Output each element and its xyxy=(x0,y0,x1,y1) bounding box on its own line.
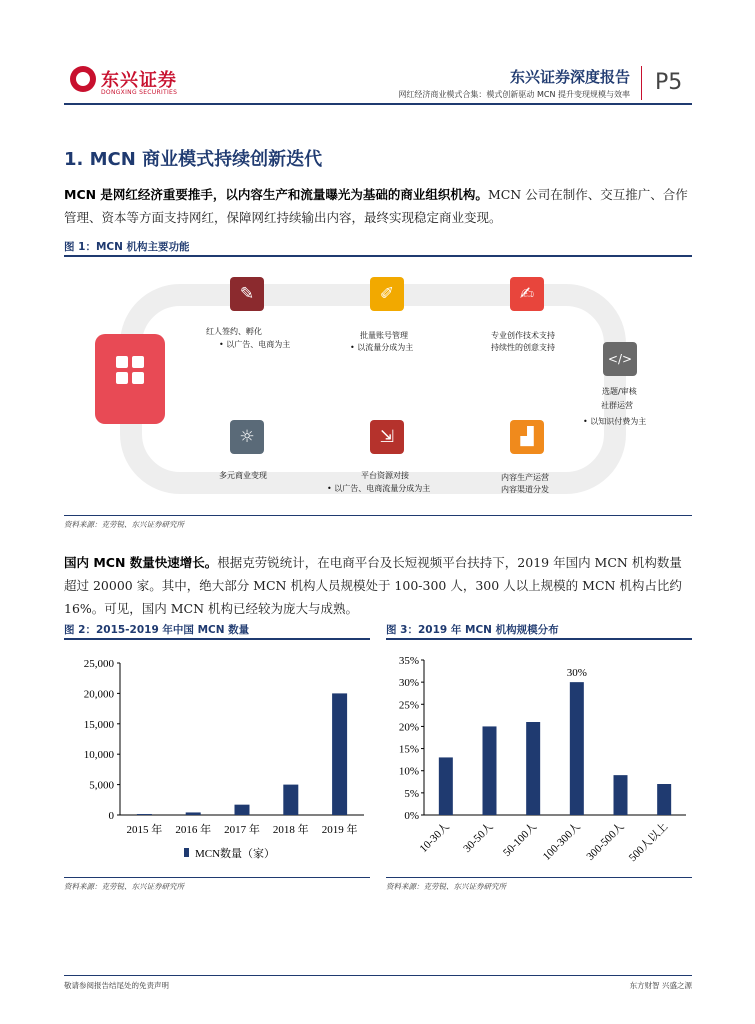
chart-icon: ▟ xyxy=(510,420,544,454)
fig3-bottom-rule xyxy=(386,877,692,878)
node-signing-sub: • 以广告、电商为主 xyxy=(219,339,290,350)
bar-30-50人 xyxy=(483,726,497,815)
x-tick-label: 2016 年 xyxy=(175,824,212,836)
x-tick-label: 30-50人 xyxy=(461,820,496,856)
x-tick-label: 2015 年 xyxy=(126,824,163,836)
footer-slogan: 东方财智 兴盛之源 xyxy=(629,981,692,990)
y-tick-label: 35% xyxy=(398,655,419,667)
x-tick-label: 2017 年 xyxy=(224,824,260,836)
x-tick-label: 500人以上 xyxy=(626,820,671,865)
mcn-count-chart xyxy=(64,645,370,875)
report-subtitle: 网红经济商业模式合集：模式创新驱动 MCN 提升变现规模与效率 xyxy=(398,90,630,99)
growth-text: 根据克劳锐统计，在电商平台及长短视频平台扶持下，2019 年国内 MCN 机构数量超过 20000 家。其中，绝大部分 MCN 机构人员规模处于 100-300 人，300 人以上规模的 MCN 机构占比约 16%。可见，国内 MCN 机构已经较为庞大与成熟。 xyxy=(64,555,682,616)
footer-rule xyxy=(64,975,692,976)
bar-300-500人 xyxy=(614,775,628,815)
fig1-top-rule xyxy=(64,255,692,257)
x-tick-label: 300-500人 xyxy=(584,820,627,863)
node-platform-label: 平台资源对接 xyxy=(361,471,409,480)
brush-icon: ✐ xyxy=(370,277,404,311)
x-tick-label: 10-30人 xyxy=(417,820,452,856)
intro-paragraph xyxy=(64,183,692,229)
node-platform-sub: • 以广告、电商流量分成为主 xyxy=(327,483,430,494)
fig1-source: 资料来源：克劳锐、东兴证券研究所 xyxy=(64,520,184,529)
y-tick-label: 20,000 xyxy=(83,688,114,701)
y-tick-label: 5,000 xyxy=(89,779,114,792)
growth-lead: 国内 MCN 数量快速增长。 xyxy=(64,555,218,570)
fig2-source: 资料来源：克劳锐、东兴证券研究所 xyxy=(64,882,184,891)
data-label: 30% xyxy=(566,667,587,680)
y-tick-label: 25% xyxy=(398,699,419,712)
legend-swatch xyxy=(184,848,189,857)
node-topic-label: 选题/审核 xyxy=(602,387,637,396)
fig2-top-rule xyxy=(64,638,370,640)
import-icon: ⇲ xyxy=(370,420,404,454)
legend-label: MCN数量（家） xyxy=(195,848,276,860)
node-account-label: 批量账号管理 xyxy=(360,331,408,340)
fig1-bottom-rule xyxy=(64,515,692,516)
logo-name: 东兴证券 xyxy=(101,70,177,91)
y-tick-label: 0% xyxy=(404,810,419,822)
fig1-title: 图 1：MCN 机构主要功能 xyxy=(64,241,190,253)
fig3-source: 资料来源：克劳锐、东兴证券研究所 xyxy=(386,882,506,891)
fig3-title: 图 3：2019 年 MCN 机构规模分布 xyxy=(386,624,559,636)
bar-10-30人 xyxy=(439,757,453,815)
x-tick-label: 2018 年 xyxy=(272,824,309,836)
node-creative-label: 专业创作技术支持 xyxy=(491,331,555,340)
mcn-scale-chart xyxy=(386,645,692,875)
header-rule xyxy=(64,103,692,105)
y-tick-label: 30% xyxy=(398,677,419,690)
company-logo-icon xyxy=(70,66,96,92)
bar-500人以上 xyxy=(657,784,671,815)
node-signing-label: 红人签约、孵化 xyxy=(206,327,262,336)
node-community-label: 社群运营 xyxy=(601,401,633,410)
code-icon: </> xyxy=(603,342,637,376)
growth-paragraph xyxy=(64,551,692,620)
bar-2018 年 xyxy=(283,785,298,815)
pencil-icon: ✎ xyxy=(230,277,264,311)
process-track xyxy=(120,284,626,494)
y-tick-label: 10,000 xyxy=(83,749,114,762)
y-tick-label: 10% xyxy=(398,765,419,778)
y-tick-label: 5% xyxy=(404,787,419,800)
x-tick-label: 100-300人 xyxy=(540,820,583,863)
edit-icon: ✍ xyxy=(510,277,544,311)
x-tick-label: 2019 年 xyxy=(321,824,358,836)
x-tick-label: 50-100人 xyxy=(500,820,540,859)
fig2-title: 图 2：2015-2019 年中国 MCN 数量 xyxy=(64,624,250,636)
header-divider xyxy=(641,66,642,100)
y-tick-label: 20% xyxy=(398,721,419,734)
node-content-sub: 内容渠道分发 xyxy=(501,485,549,494)
report-title: 东兴证券深度报告 xyxy=(509,68,630,86)
bar-2015 年 xyxy=(137,814,152,815)
node-creative-sub: 持续性的创意支持 xyxy=(491,343,555,352)
page-number: P5 xyxy=(655,70,683,95)
section-title: 1. MCN 商业模式持续创新迭代 xyxy=(64,149,323,170)
intro-text: MCN 公司在制作、交互推广、合作管理、资本等方面支持网红，保障网红持续输出内容，最终实现稳定商业变现。 xyxy=(64,187,688,225)
footer-disclaimer: 敬请参阅报告结尾处的免责声明 xyxy=(64,981,169,990)
bar-2017 年 xyxy=(235,805,250,815)
node-knowledge-label: • 以知识付费为主 xyxy=(583,416,646,427)
node-account-sub: • 以流量分成为主 xyxy=(350,342,413,353)
bar-2016 年 xyxy=(186,812,201,815)
node-monetize-label: 多元商业变现 xyxy=(219,471,267,480)
bar-100-300人 xyxy=(570,682,584,815)
lightbulb-icon: ☼ xyxy=(230,420,264,454)
intro-lead: MCN 是网红经济重要推手，以内容生产和流量曝光为基础的商业组织机构。 xyxy=(64,187,488,202)
bar-2019 年 xyxy=(332,693,347,815)
fig3-top-rule xyxy=(386,638,692,640)
y-tick-label: 15% xyxy=(398,743,419,756)
node-content-label: 内容生产运营 xyxy=(501,473,549,482)
logo-english-name: DONGXING SECURITIES xyxy=(101,89,178,96)
bar-50-100人 xyxy=(526,722,540,815)
y-tick-label: 15,000 xyxy=(83,718,114,731)
y-tick-label: 0 xyxy=(108,810,114,822)
fig2-bottom-rule xyxy=(64,877,370,878)
grid-icon xyxy=(116,356,144,384)
y-tick-label: 25,000 xyxy=(83,658,114,670)
